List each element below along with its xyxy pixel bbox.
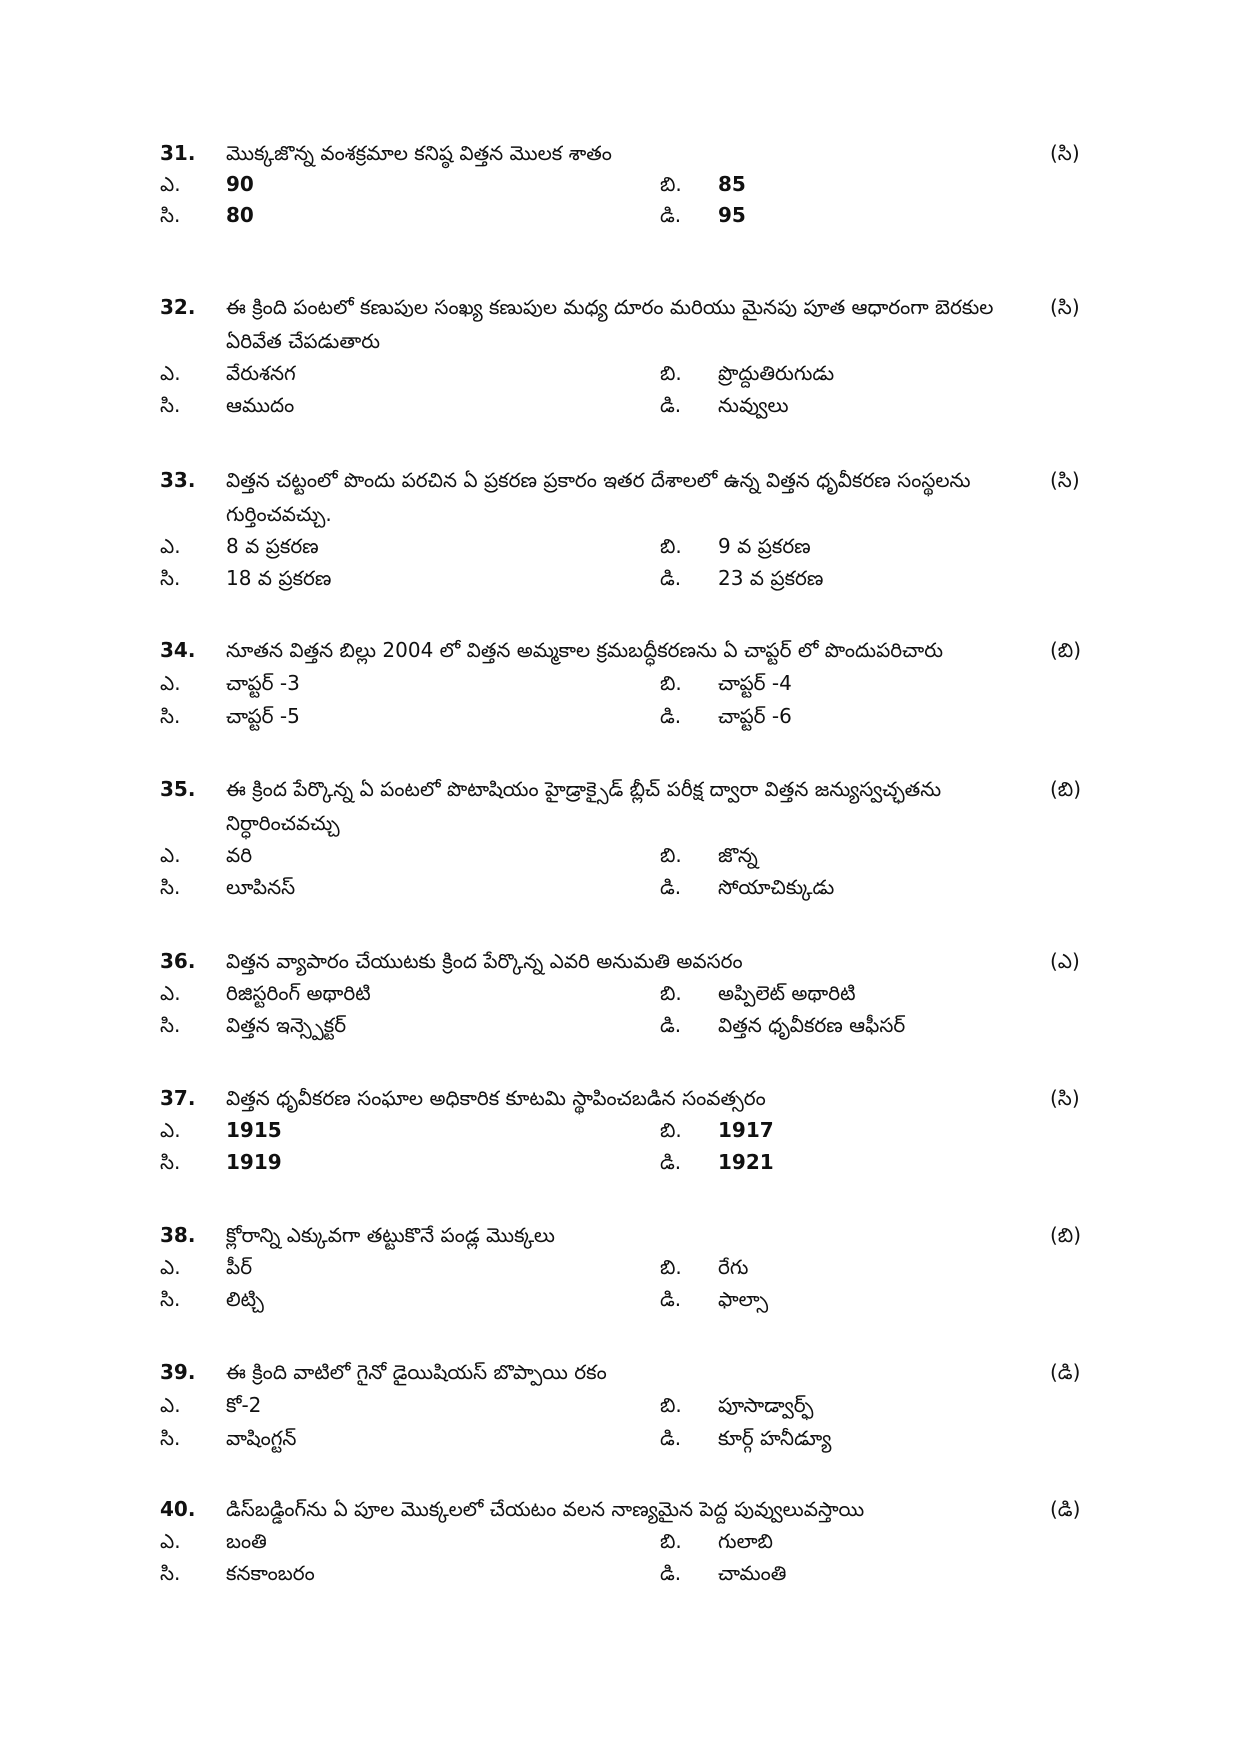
option-label: బి. <box>660 981 682 1005</box>
option-label: ఎ. <box>160 843 181 867</box>
option-value: 95 <box>718 203 746 227</box>
option-label: ఎ. <box>160 1255 181 1279</box>
option-label: డి. <box>660 875 682 899</box>
option-value: గులాబి <box>718 1529 773 1553</box>
option-value: సోయాచిక్కుడు <box>718 875 835 899</box>
option-label: బి. <box>660 1255 682 1279</box>
option-label: ఎ. <box>160 1529 181 1553</box>
option-value: ప్రొద్దుతిరుగుడు <box>718 361 835 385</box>
option-value: విత్తన ఇన్స్పెక్టర్ <box>226 1013 347 1037</box>
answer-key: (బి) <box>1050 1223 1082 1247</box>
option-label: డి. <box>660 1013 682 1037</box>
option-label: డి. <box>660 1150 682 1174</box>
option-label: బి. <box>660 172 682 196</box>
answer-key: (సి) <box>1050 468 1080 492</box>
option-value: 18 వ ప్రకరణ <box>226 566 332 590</box>
option-value: వాషింగ్టన్ <box>226 1426 297 1450</box>
option-value: రిజిస్టరింగ్ అథారిటి <box>226 981 371 1005</box>
option-label: సి. <box>160 566 181 590</box>
option-label: సి. <box>160 704 181 728</box>
question-text: మొక్కజొన్న వంశక్రమాల కనిష్ఠ విత్తన మొలక శాతం <box>226 141 612 165</box>
option-label: బి. <box>660 1393 682 1417</box>
option-label: సి. <box>160 203 181 227</box>
question-text: ఈ క్రింది వాటిలో గైనో డైయిషియస్ బొప్పాయి రకం <box>226 1360 607 1384</box>
option-value: 1915 <box>226 1118 282 1142</box>
option-value: చాప్టర్ -3 <box>226 671 300 695</box>
answer-key: (సి) <box>1050 295 1080 319</box>
option-value: చామంతి <box>718 1561 787 1585</box>
option-label: ఎ. <box>160 671 181 695</box>
answer-key: (సి) <box>1050 1086 1080 1110</box>
option-label: బి. <box>660 1529 682 1553</box>
option-label: డి. <box>660 566 682 590</box>
question-number: 40. <box>160 1497 196 1521</box>
option-value: పీర్ <box>226 1255 253 1279</box>
option-value: 23 వ ప్రకరణ <box>718 566 824 590</box>
option-label: ఎ. <box>160 534 181 558</box>
option-value: 1921 <box>718 1150 774 1174</box>
option-label: ఎ. <box>160 1118 181 1142</box>
option-label: బి. <box>660 671 682 695</box>
option-value: కో-2 <box>226 1393 262 1417</box>
answer-key: (డి) <box>1050 1497 1081 1521</box>
option-value: బంతి <box>226 1529 267 1553</box>
option-value: లూపినస్ <box>226 875 296 899</box>
option-value: చాప్టర్ -5 <box>226 704 300 728</box>
option-value: జొన్న <box>718 843 758 867</box>
option-value: 1919 <box>226 1150 282 1174</box>
answer-key: (సి) <box>1050 141 1080 165</box>
question-number: 39. <box>160 1360 196 1384</box>
option-value: నువ్వులు <box>718 393 789 417</box>
question-text: ఈ క్రింద పేర్కొన్న ఏ పంటలో పొటాషియం హైడ్రాక్సైడ్ బ్లీచ్ పరీక్ష ద్వారా విత్తన జన్యుస్వచ్ఛతను నిర్ధారించవచ్చు <box>226 777 942 835</box>
option-value: 1917 <box>718 1118 774 1142</box>
option-value: పూసాడ్వార్ఫ్ <box>718 1393 814 1417</box>
question-number: 38. <box>160 1223 196 1247</box>
option-value: కనకాంబరం <box>226 1561 315 1585</box>
option-value: 8 వ ప్రకరణ <box>226 534 319 558</box>
option-label: డి. <box>660 393 682 417</box>
option-label: సి. <box>160 1287 181 1311</box>
option-label: బి. <box>660 534 682 558</box>
answer-key: (ఎ) <box>1050 949 1080 973</box>
option-value: వేరుశనగ <box>226 361 296 385</box>
question-text: విత్తన చట్టంలో పొందు పరచిన ఏ ప్రకరణ ప్రకారం ఇతర దేశాలలో ఉన్న విత్తన ధృవీకరణ సంస్థలను గుర్తించవచ్చు. <box>226 468 971 526</box>
option-label: సి. <box>160 1013 181 1037</box>
question-number: 31. <box>160 141 196 165</box>
question-text: నూతన విత్తన బిల్లు 2004 లో విత్తన అమ్మకాల క్రమబద్ధీకరణను ఏ చాప్టర్ లో పొందుపరిచారు <box>226 638 944 662</box>
option-label: ఎ. <box>160 981 181 1005</box>
option-value: వరి <box>226 843 253 867</box>
option-value: ఆముదం <box>226 393 295 417</box>
option-value: రేగు <box>718 1255 749 1279</box>
question-number: 32. <box>160 295 196 319</box>
question-number: 33. <box>160 468 196 492</box>
option-label: డి. <box>660 203 682 227</box>
option-value: 9 వ ప్రకరణ <box>718 534 811 558</box>
option-value: 85 <box>718 172 746 196</box>
option-label: బి. <box>660 361 682 385</box>
option-label: ఎ. <box>160 361 181 385</box>
question-number: 36. <box>160 949 196 973</box>
option-label: సి. <box>160 1150 181 1174</box>
option-value: విత్తన ధృవీకరణ ఆఫీసర్ <box>718 1013 906 1037</box>
option-label: ఎ. <box>160 1393 181 1417</box>
option-label: సి. <box>160 875 181 899</box>
option-label: డి. <box>660 1561 682 1585</box>
answer-key: (బి) <box>1050 777 1082 801</box>
question-text: విత్తన ధృవీకరణ సంఘాల అధికారిక కూటమి స్థాపించబడిన సంవత్సరం <box>226 1086 766 1110</box>
option-label: సి. <box>160 1426 181 1450</box>
option-value: 80 <box>226 203 254 227</box>
answer-key: (బి) <box>1050 638 1082 662</box>
question-number: 35. <box>160 777 196 801</box>
option-value: కూర్గ్ హనీడ్యూ <box>718 1426 832 1450</box>
option-value: లిట్చి <box>226 1287 264 1311</box>
question-text: క్లోరాన్ని ఎక్కువగా తట్టుకొనే పండ్ల మొక్కలు <box>226 1223 555 1247</box>
option-value: చాప్టర్ -6 <box>718 704 792 728</box>
option-label: సి. <box>160 1561 181 1585</box>
option-value: 90 <box>226 172 254 196</box>
option-label: డి. <box>660 1287 682 1311</box>
option-value: చాప్టర్ -4 <box>718 671 792 695</box>
question-text: ఈ క్రింది పంటలో కణుపుల సంఖ్య కణుపుల మధ్య దూరం మరియు మైనపు పూత ఆధారంగా బెరకుల ఏరివేత చేపడుతారు <box>226 295 994 353</box>
option-label: సి. <box>160 393 181 417</box>
question-text: విత్తన వ్యాపారం చేయుటకు క్రింద పేర్కొన్న ఎవరి అనుమతి అవసరం <box>226 949 743 973</box>
option-label: బి. <box>660 1118 682 1142</box>
option-value: ఫాల్సా <box>718 1287 769 1311</box>
option-label: డి. <box>660 1426 682 1450</box>
question-number: 37. <box>160 1086 196 1110</box>
option-label: బి. <box>660 843 682 867</box>
option-value: అప్పిలెట్ అథారిటి <box>718 981 856 1005</box>
option-label: డి. <box>660 704 682 728</box>
question-text: డిస్‌బడ్డింగ్‌ను ఏ పూల మొక్కలలో చేయటం వలన నాణ్యమైన పెద్ద పువ్వులువస్తాయి <box>226 1497 865 1521</box>
answer-key: (డి) <box>1050 1360 1081 1384</box>
question-number: 34. <box>160 638 196 662</box>
option-label: ఎ. <box>160 172 181 196</box>
